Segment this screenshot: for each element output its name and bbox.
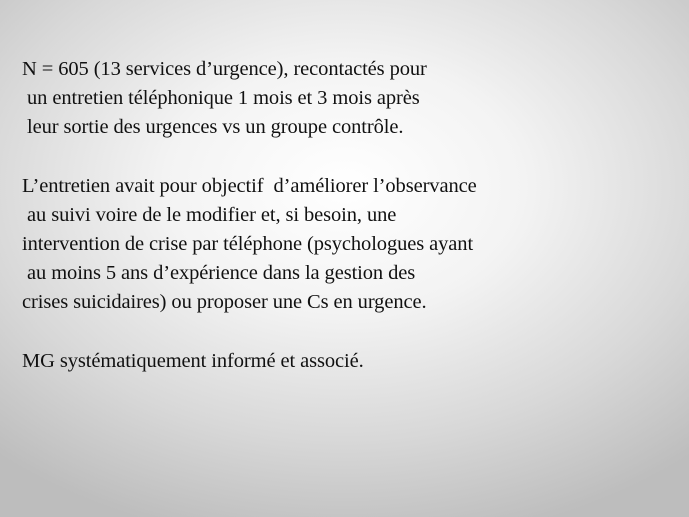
text-line: intervention de crise par téléphone (psychologues ayant xyxy=(22,233,474,255)
paragraph-interview-objective xyxy=(22,172,682,317)
text-line: crises suicidaires) ou proposer une Cs en urgence. xyxy=(22,291,427,313)
text-line: un entretien téléphonique 1 mois et 3 mois après xyxy=(22,87,420,109)
text-line: L’entretien avait pour objectif d’améliorer l’observance xyxy=(22,175,477,197)
text-line: leur sortie des urgences vs un groupe contrôle. xyxy=(22,116,404,138)
text-line: au moins 5 ans d’expérience dans la gestion des xyxy=(22,262,416,284)
slide-text-block xyxy=(22,55,682,406)
paragraph-study-population xyxy=(22,55,682,142)
paragraph-gp-informed xyxy=(22,347,682,376)
text-line: au suivi voire de le modifier et, si besoin, une xyxy=(22,204,397,226)
text-line: MG systématiquement informé et associé. xyxy=(22,350,364,372)
text-line: N = 605 (13 services d’urgence), recontactés pour xyxy=(22,58,427,80)
